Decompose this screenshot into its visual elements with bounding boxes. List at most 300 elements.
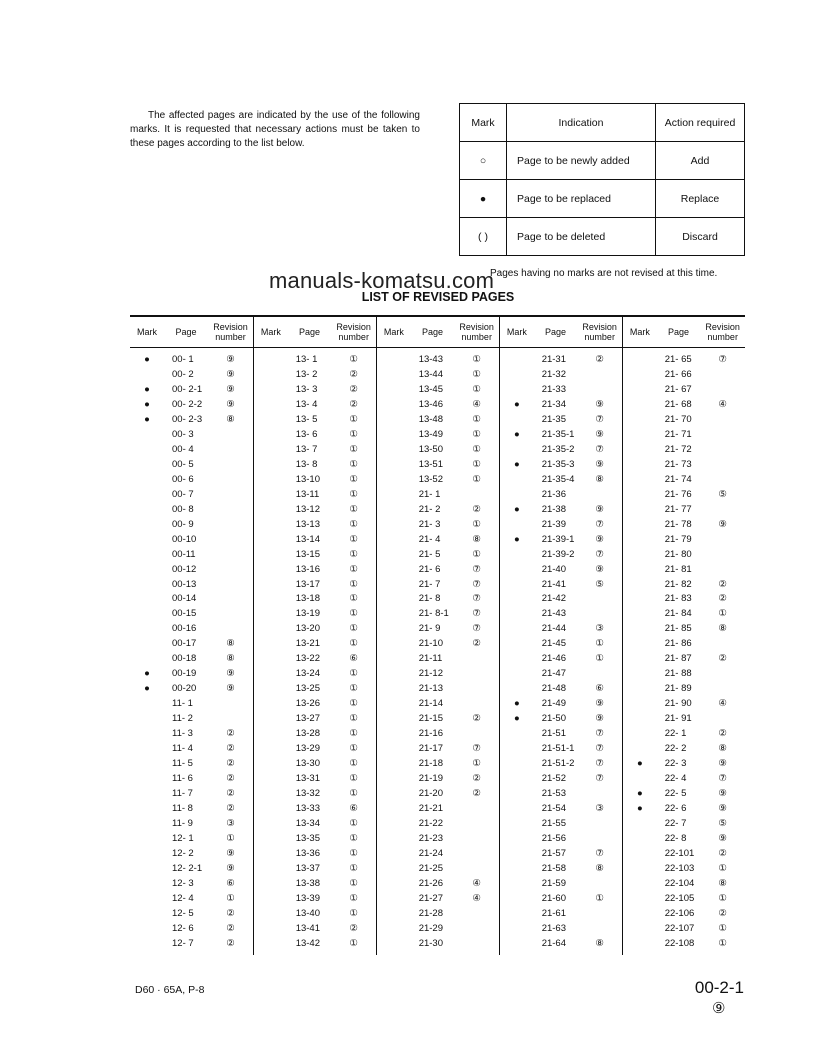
revision-cell: ① [349,773,358,785]
table-row [130,427,253,442]
page-cell: 21-36 [541,488,567,500]
page-cell: 21-15 [418,713,444,725]
table-row [254,651,376,666]
revision-cell: ⑤ [718,488,727,500]
table-row [623,442,745,457]
page-cell: 13-18 [295,593,321,605]
revision-cell: ⑦ [595,413,604,425]
page-cell: 13-16 [295,563,321,575]
table-row [500,562,622,577]
page-cell: 13-34 [295,818,321,830]
revision-cell: ① [349,443,358,455]
revision-cell: ⑦ [472,608,481,620]
page-cell: 21-24 [418,847,444,859]
page-cell: 22- 1 [664,728,687,740]
page-cell: 21-21 [418,803,444,815]
revision-cell: ⑨ [226,368,235,380]
intro-paragraph: The affected pages are indicated by the use of the following marks. It is requested that necessary actions must be taken to these pages according to the list below. [130,110,420,149]
revision-cell: ④ [472,892,481,904]
table-row [377,831,499,846]
table-row [623,457,745,472]
page-cell: 21- 83 [664,593,692,605]
page-cell: 21-55 [541,818,567,830]
table-row [254,861,376,876]
page-cell: 21-51-2 [541,758,575,770]
page-cell: 13-20 [295,623,321,635]
page-cell: 21- 87 [664,653,692,665]
footer-model: D60 · 65A, P-8 [135,984,205,996]
page-cell: 21-30 [418,937,444,949]
header-revision: Revision number [459,322,494,342]
page-cell: 00- 3 [172,428,194,440]
page-cell: 21- 3 [418,518,441,530]
page-cell: 11- 7 [172,788,193,800]
table-row [130,906,253,921]
table-row [623,906,745,921]
column-header [130,317,253,348]
table-row [130,606,253,621]
row-list [500,348,622,955]
revision-cell: ① [349,683,358,695]
revision-cell: ① [472,428,481,440]
revision-cell: ① [472,758,481,770]
table-row [377,367,499,382]
mark-cell: ● [636,803,643,815]
mark-cell: ● [636,788,643,800]
footer-page-number: 00-2-1 [694,978,744,997]
table-row [130,472,253,487]
table-row [254,502,376,517]
table-row [623,921,745,936]
revision-cell: ⑥ [595,683,604,695]
page-cell: 13- 2 [295,368,318,380]
revision-cell: ① [595,653,604,665]
column-group [130,317,253,955]
table-row [130,412,253,427]
table-row [500,412,622,427]
page-cell: 13-17 [295,578,321,590]
revision-cell: ⑦ [595,773,604,785]
revision-cell: ⑦ [595,443,604,455]
revision-cell: ⑥ [349,803,358,815]
page-cell: 11- 2 [172,713,193,725]
revision-cell: ① [349,578,358,590]
page-cell: 21- 78 [664,518,692,530]
header-revision: Revision number [705,322,740,342]
revision-cell: ① [472,368,481,380]
table-row [623,562,745,577]
table-row [500,621,622,636]
table-row [254,487,376,502]
table-row [254,846,376,861]
page-cell: 21-39-1 [541,533,575,545]
legend-mark: ( ) [460,218,507,256]
table-row [254,726,376,741]
table-row [623,367,745,382]
revision-cell: ⑦ [718,773,727,785]
page-cell: 21- 76 [664,488,692,500]
page-cell: 21-61 [541,907,567,919]
revision-cell: ⑨ [595,503,604,515]
table-row [500,427,622,442]
page-cell: 13-45 [418,383,444,395]
legend-header-indication: Indication [507,104,656,142]
revision-cell: ② [226,922,235,934]
page-cell: 13-51 [418,458,444,470]
mark-cell: ● [636,758,643,770]
revision-cell: ⑧ [226,638,235,650]
revision-cell: ⑨ [718,803,727,815]
page-cell: 21-56 [541,832,567,844]
revision-cell: ⑦ [472,563,481,575]
revision-cell: ① [472,353,481,365]
table-row [623,547,745,562]
revision-cell: ⑨ [718,832,727,844]
page-cell: 21- 4 [418,533,441,545]
page-cell: 11- 5 [172,758,193,770]
page-cell: 21-35-4 [541,473,575,485]
revision-cell: ② [349,368,358,380]
page-cell: 21- 8-1 [418,608,449,620]
revision-cell: ① [349,818,358,830]
revision-cell: ① [349,638,358,650]
revision-cell: ⑨ [718,518,727,530]
table-row [254,816,376,831]
page-cell: 21-10 [418,638,444,650]
table-row [130,397,253,412]
page-cell: 13-13 [295,518,321,530]
header-page: Page [299,327,321,337]
table-row [377,352,499,367]
page-cell: 00- 4 [172,443,194,455]
page-cell: 21- 79 [664,533,692,545]
legend-header-action: Action required [656,104,745,142]
page-cell: 21-41 [541,578,567,590]
revision-cell: ② [226,773,235,785]
table-row [130,891,253,906]
legend-row-add [460,142,745,180]
table-row [130,367,253,382]
page-cell: 13-37 [295,862,321,874]
page-cell: 21-38 [541,503,567,515]
table-row [130,711,253,726]
table-row [130,577,253,592]
page-cell: 00-19 [172,668,197,680]
page-cell: 22- 3 [664,758,687,770]
column-group [253,317,376,955]
mark-cell: ● [144,683,150,695]
page-cell: 21-39 [541,518,567,530]
table-row [500,487,622,502]
revision-cell: ① [349,758,358,770]
revision-cell: ① [226,832,235,844]
revision-cell: ② [718,728,727,740]
table-row [377,786,499,801]
revised-pages-table [130,315,745,955]
table-row [377,891,499,906]
table-row [500,831,622,846]
page-cell: 21-42 [541,593,567,605]
table-row [623,876,745,891]
revision-cell: ② [226,728,235,740]
page-cell: 21-27 [418,892,444,904]
page-cell: 11- 4 [172,743,193,755]
revision-cell: ④ [718,698,727,710]
column-group [376,317,499,955]
table-row [500,846,622,861]
table-row [254,352,376,367]
revision-cell: ② [595,353,604,365]
page-cell: 21-26 [418,877,444,889]
revision-cell: ⑦ [595,847,604,859]
table-row [623,592,745,607]
legend-action: Add [656,142,745,180]
revision-cell: ① [349,563,358,575]
table-row [623,726,745,741]
page-cell: 21- 77 [664,503,692,515]
page-cell: 00-14 [172,593,197,605]
page-cell: 21-35 [541,413,567,425]
header-page: Page [668,327,690,337]
page-cell: 00-10 [172,533,197,545]
page-cell: 13-41 [295,922,321,934]
table-row [377,532,499,547]
mark-cell: ● [513,698,520,710]
revision-cell: ② [349,922,358,934]
table-row [254,936,376,951]
page-cell: 13-11 [295,488,320,500]
table-row [254,397,376,412]
table-row [130,876,253,891]
page-cell: 21-46 [541,653,567,665]
page-cell: 21-50 [541,713,567,725]
table-row [623,397,745,412]
page-cell: 12- 3 [172,877,194,889]
revision-cell: ⑧ [595,937,604,949]
page-cell: 13-25 [295,683,321,695]
revision-cell: ① [472,383,481,395]
table-row [254,532,376,547]
mark-cell: ● [513,458,520,470]
table-row [377,681,499,696]
page-cell: 22-103 [664,862,695,874]
revision-cell: ⑧ [595,862,604,874]
page-cell: 13- 6 [295,428,318,440]
table-row [623,711,745,726]
table-row [254,412,376,427]
revision-cell: ⑧ [718,623,727,635]
revision-cell: ⑦ [595,758,604,770]
table-row [623,771,745,786]
page-cell: 21-31 [541,353,567,365]
page-cell: 13-19 [295,608,321,620]
page-cell: 13- 1 [295,353,318,365]
page-cell: 21-12 [418,668,444,680]
header-mark: Mark [629,327,650,337]
table-row [500,592,622,607]
table-row [130,846,253,861]
table-row [623,696,745,711]
revision-cell: ② [226,788,235,800]
table-row [130,382,253,397]
page-cell: 13-43 [418,353,444,365]
table-row [377,487,499,502]
revision-cell: ⑨ [226,383,235,395]
page-cell: 13-22 [295,653,321,665]
page-cell: 00- 2-2 [172,398,203,410]
revision-cell: ⑦ [472,593,481,605]
page-cell: 21-23 [418,832,444,844]
page-cell: 21-51 [541,728,567,740]
list-title: LIST OF REVISED PAGES [361,290,515,304]
table-row [130,681,253,696]
page-cell: 00- 8 [172,503,194,515]
revision-cell: ① [349,458,358,470]
page-cell: 12- 7 [172,937,194,949]
page-cell: 21-47 [541,668,567,680]
table-row [500,382,622,397]
page-cell: 22-108 [664,937,695,949]
revision-cell: ⑨ [595,713,604,725]
table-row [130,442,253,457]
page-cell: 00-12 [172,563,197,575]
table-row [500,711,622,726]
table-row [130,801,253,816]
page-cell: 21- 90 [664,698,692,710]
table-row [130,861,253,876]
page-cell: 22- 8 [664,832,687,844]
page-cell: 21-43 [541,608,567,620]
table-row [377,936,499,951]
table-row [254,562,376,577]
revision-cell: ⑤ [718,818,727,830]
page-cell: 13-36 [295,847,321,859]
page-cell: 22-105 [664,892,695,904]
page-cell: 21-52 [541,773,567,785]
revision-cell: ② [472,788,481,800]
table-row [130,831,253,846]
revision-cell: ① [349,668,358,680]
table-row [130,532,253,547]
page-cell: 13-49 [418,428,444,440]
table-row [500,936,622,951]
table-row [130,936,253,951]
table-row [377,846,499,861]
revision-cell: ① [349,608,358,620]
page-cell: 21-22 [418,818,444,830]
page-cell: 21-13 [418,683,444,695]
page-cell: 13-33 [295,803,321,815]
revision-cell: ⑨ [595,458,604,470]
table-row [500,457,622,472]
mark-cell: ● [144,668,150,680]
page-cell: 21- 84 [664,608,692,620]
legend-indication: Page to be newly added [507,142,656,180]
table-row [254,741,376,756]
revision-cell: ⑥ [349,653,358,665]
revision-cell: ① [349,832,358,844]
table-row [254,876,376,891]
table-row [500,352,622,367]
table-row [254,831,376,846]
table-row [377,921,499,936]
page-cell: 21- 1 [418,488,441,500]
revision-cell: ① [349,728,358,740]
page-cell: 21- 82 [664,578,692,590]
table-row [377,666,499,681]
header-page: Page [545,327,567,337]
page-cell: 21- 65 [664,353,692,365]
table-row [500,666,622,681]
revision-cell: ② [226,907,235,919]
page-cell: 11- 1 [172,698,193,710]
table-row [377,756,499,771]
revision-cell: ⑦ [472,623,481,635]
revision-cell: ⑤ [595,578,604,590]
page-cell: 00- 5 [172,458,194,470]
table-row [623,891,745,906]
table-row [500,442,622,457]
table-row [623,427,745,442]
page-cell: 13-39 [295,892,321,904]
page-cell: 13-44 [418,368,444,380]
page-cell: 13-46 [418,398,444,410]
page-cell: 21- 89 [664,683,692,695]
page-cell: 21-59 [541,877,567,889]
table-row [623,741,745,756]
page-cell: 22-104 [664,877,695,889]
mark-cell: ● [144,353,150,365]
table-row [623,861,745,876]
table-row [377,577,499,592]
page-cell: 00- 9 [172,518,194,530]
table-row [377,547,499,562]
revision-cell: ④ [472,877,481,889]
mark-cell: ● [513,533,520,545]
revision-cell: ⑨ [595,428,604,440]
table-row [377,472,499,487]
page-cell: 22-101 [664,847,695,859]
page-cell: 21-34 [541,398,567,410]
revision-cell: ① [595,638,604,650]
page-cell: 21- 66 [664,368,692,380]
mark-cell: ● [513,503,520,515]
page-cell: 21- 6 [418,563,441,575]
table-row [254,891,376,906]
table-row [500,741,622,756]
page-cell: 21-51-1 [541,743,575,755]
table-row [130,487,253,502]
revision-cell: ⑧ [595,473,604,485]
page-cell: 22- 7 [664,818,687,830]
page-cell: 21-58 [541,862,567,874]
revision-cell: ① [349,698,358,710]
table-row [254,442,376,457]
table-row [623,472,745,487]
table-row [500,636,622,651]
revision-cell: ⑥ [226,877,235,889]
table-row [377,711,499,726]
table-row [377,726,499,741]
page-cell: 21-19 [418,773,444,785]
table-row [500,861,622,876]
table-row [623,801,745,816]
page-cell: 21-63 [541,922,567,934]
page-cell: 21- 7 [418,578,441,590]
table-row [500,891,622,906]
table-row [623,621,745,636]
table-row [623,532,745,547]
